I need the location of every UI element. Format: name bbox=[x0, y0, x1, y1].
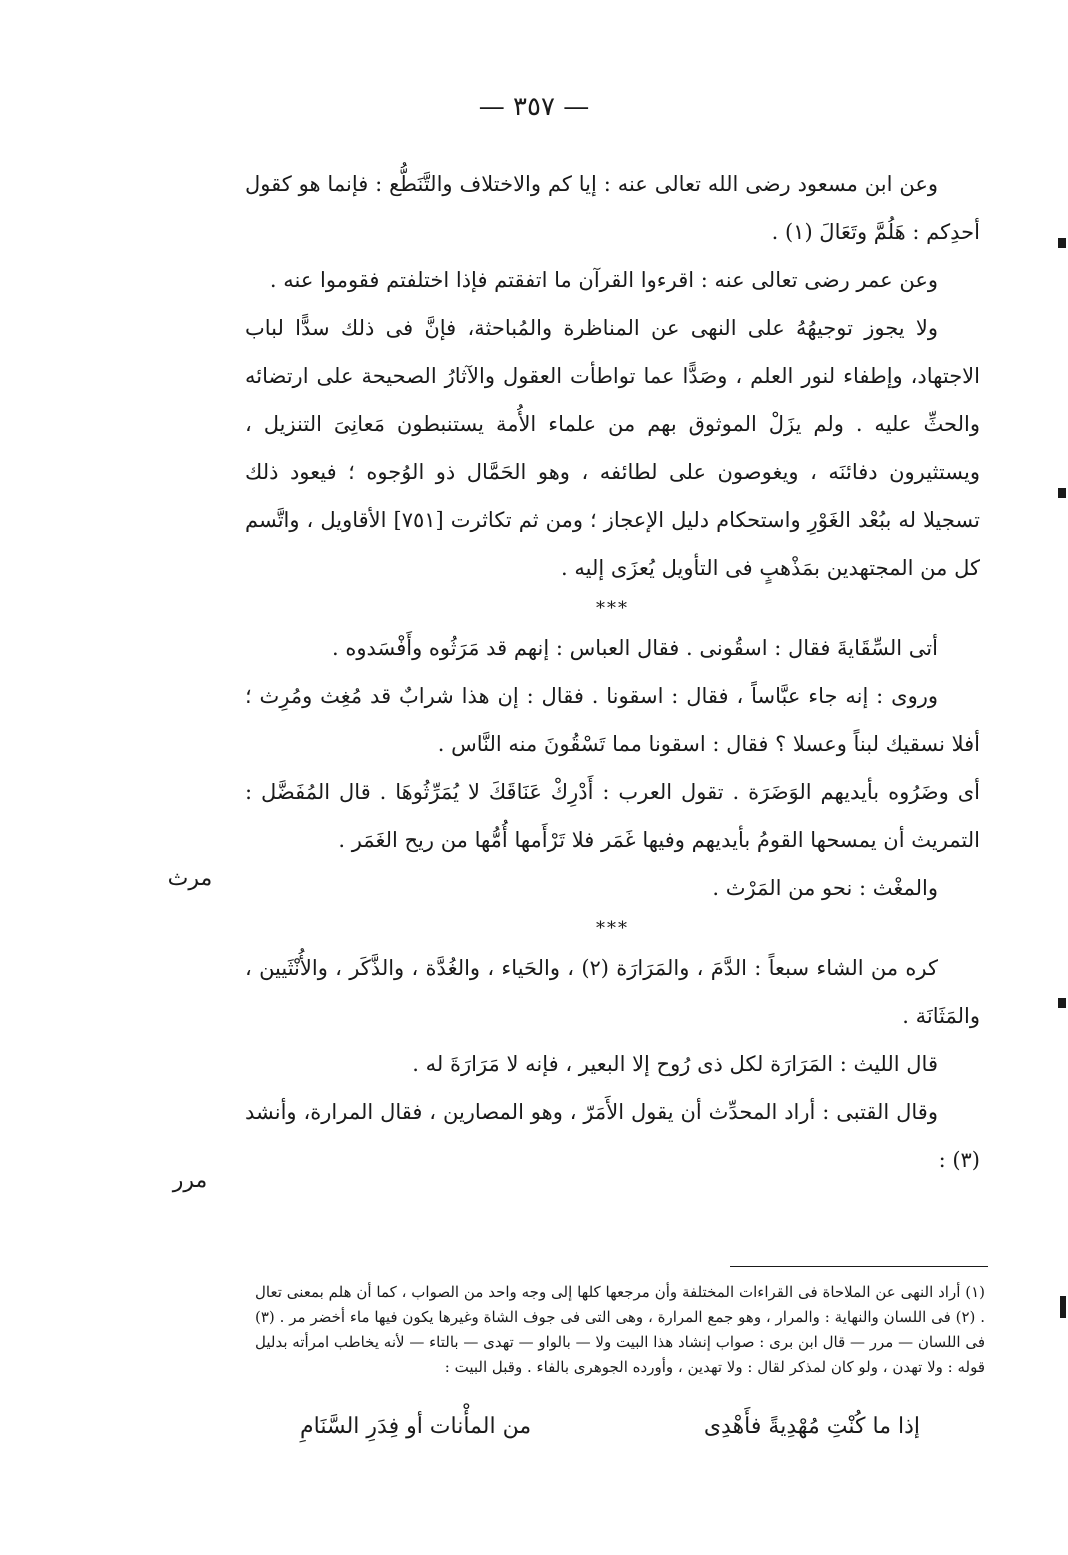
edge-mark bbox=[1058, 238, 1066, 248]
verse-second-hemistich: من المأْنات أو فِدَرِ السَّنَامِ bbox=[300, 1414, 532, 1439]
page-number: — ٣٥٧ — bbox=[478, 92, 590, 122]
paragraph-munazara: ولا يجوز توجيهُهُ على النهى عن المناظرة والمُباحثة، فإنَّ فى ذلك سدًّا لباب الاجتهاد، وإطفاء لنور العلم ، وصَدًّا عما تواطأت العقول والآثارُ الصحيحة على ارتضائه والحثِّ عليه . ولم يزَلْ الموثوق بهم من علماء الأُمة يستنبطون مَعانِىَ التنزيل ، ويستثيرون دفائنَه ، ويغوصون على لطائفه ، وهو الحَمَّال ذو الوُجوه ؛ فيعود ذلك تسجيلا له ببُعْد الغَوْرِ واستحكام دليل الإعجاز ؛ ومن ثم تكاثرت [٧٥١] الأقاويل ، واتَّسم كل من المجتهدين بمَذْهبٍ فى التأويل يُعزَى إليه . bbox=[245, 316, 980, 580]
edge-mark bbox=[1058, 488, 1066, 498]
edge-mark bbox=[1060, 1296, 1066, 1318]
paragraph-wadara: أى وضَرُوه بأيديهم الوَضَرَة . تقول العرب : أَدْرِكْ عَنَاقَكَ لا يُمَرِّثُوهَا . قال المُفَضَّل : التمريث أن يمسحها القومُ بأيديهم وفيها غَمَر فلا تَرْأَمها أُمُّها من ريح الغَمَر . bbox=[245, 780, 980, 852]
footnotes bbox=[255, 1280, 985, 1380]
footnote-divider bbox=[730, 1266, 988, 1267]
margin-keyword-marth: مرث bbox=[167, 866, 213, 891]
paragraph-layth: قال الليث : المَرَارَة لكل ذى رُوح إلا البعير ، فإنه لا مَرَارَةَ له . bbox=[412, 1052, 938, 1076]
paragraph-siqaya: أتى السِّقَايةَ فقال : اسقُونى . فقال العباس : إنهم قد مَرَثُوه وأَفْسَدوه . bbox=[331, 636, 938, 660]
paragraph-maghth: والمغْث : نحو من المَرْث . bbox=[712, 876, 938, 900]
paragraph-umar: وعن عمر رضى تعالى عنه : اقرءوا القرآن ما اتفقتم فإذا اختلفتم فقوموا عنه . bbox=[269, 268, 938, 292]
main-text bbox=[245, 160, 980, 1184]
verse-first-hemistich: إذا ما كُنْتِ مُهْدِيةً فأَهْدِى bbox=[703, 1414, 920, 1439]
section-separator-1: *** bbox=[596, 598, 629, 619]
paragraph-riwaya: وروى : إنه جاء عبَّاساً ، فقال : اسقونا . فقال : إن هذا شرابٌ قد مُغِث ومُرِث ؛ أفلا نسقيك لبناً وعسلا ؟ فقال : اسقونا مما تَسْقُونَ منه النَّاس . bbox=[245, 684, 980, 756]
section-separator-2: *** bbox=[596, 918, 629, 939]
footnote-text: (١) أراد النهى عن الملاحاة فى القراءات المختلفة وأن مرجعها كلها إلى وجه واحد من الصواب ، كما أن هلم بمعنى تعال . (٢) فى اللسان والنهاية : والمرار ، وهو جمع المرارة ، وهى التى فى جوف الشاة وغيرها يكون فيها ماء أخضر مر . (٣) فى اللسان — مرر — قال ابن برى : صواب إنشاد هذا البيت ولا — بالواو — تهدى — بالتاء — لأنه يخاطب امرأته بدليل قوله : ولا تهدن ، ولو كان لمذكر لقال : ولا تهدين ، وأورده الجوهرى بالفاء . وقبل البيت : bbox=[255, 1283, 985, 1376]
poetry-verse bbox=[300, 1414, 920, 1439]
paragraph-shaa: كره من الشاء سبعاً : الدَّمَ ، والمَرَارَة (٢) ، والحَياء ، والغُدَّة ، والذَّكَر ، والأُنْثَيين ، والمَثَانَة . bbox=[245, 956, 980, 1028]
margin-keyword-marar: مرر bbox=[172, 1168, 208, 1193]
paragraph-ibn-masud: وعن ابن مسعود رضى الله تعالى عنه : إيا كم والاختلاف والتَّنَطُّع : فإنما هو كقول أحدِكم : هَلُمَّ وتَعَالَ (١) . bbox=[245, 172, 980, 244]
paragraph-qutbi: وقال القتبى : أراد المحدِّث أن يقول الأَمَرّ ، وهو المصارين ، فقال المرارة، وأنشد (٣) : bbox=[245, 1100, 980, 1172]
edge-mark bbox=[1058, 998, 1066, 1008]
